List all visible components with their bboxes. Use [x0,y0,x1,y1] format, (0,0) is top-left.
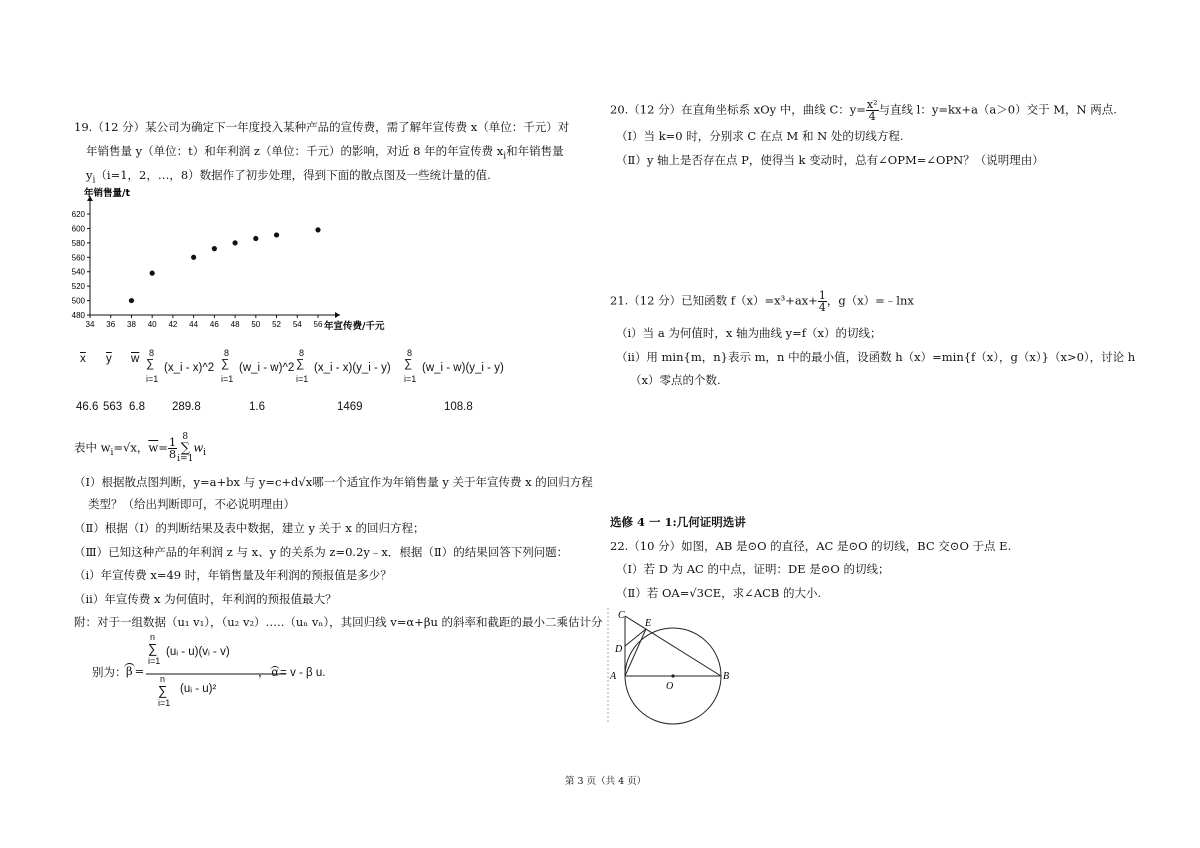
q22-line1: 22.（10 分）如图，AB 是⊙O 的直径，AC 是⊙O 的切线，BC 交⊙O 于点 E. [610,539,1012,553]
stat-value-sxy: 1469 [337,401,363,413]
y-tick-label: 520 [71,282,85,292]
stat-value-swy: 108.8 [444,401,473,413]
stat-value-wbar: 6.8 [129,401,145,413]
q19-part3-ii: （ii）年宣传费 x 为何值时，年利润的预报值最大？ [74,592,337,606]
q19-line3-a: y [86,168,93,182]
label-c: C [618,610,625,621]
x-tick-label: 40 [147,320,157,329]
y-tick-label: 620 [71,210,85,219]
q19-line3-b: （i=1，2，…，8）数据作了初步处理，得到下面的散点图及一些统计量的值. [95,168,491,182]
x-tick-label: 46 [209,320,219,329]
q22-figure [604,606,754,728]
data-point [129,298,134,303]
label-o: O [666,681,674,692]
segment-ea [625,629,646,676]
stat-value-ybar: 563 [103,401,123,413]
segment-cb [625,616,721,676]
stat-value-sxx: 289.8 [172,401,201,413]
q20-line1: 20.（12 分）在直角坐标系 xOy 中，曲线 C：y= $\frac{\text{x²}}{4}$ 与直线 l：y=kx+a（a＞0）交于 M，N 两点. [610,98,1117,123]
q21-line1: 21.（12 分）已知函数 f（x）=x³+ax+ $\frac{1}{4}$ ，g（x）=﹣lnx [610,289,914,314]
q19-part1-a: （Ⅰ）根据散点图判断，y=a+bx 与 y=c+d√x哪一个适宜作为年销售量 y 关于年宣传费 x 的回归方程 [74,475,593,489]
q20-part1: （Ⅰ）当 k=0 时，分别求 C 在点 M 和 N 处的切线方程. [616,129,904,143]
x-axis-arrow [335,312,340,318]
beta-hat: β = [126,664,145,678]
q21-part2-a: （ii）用 min{m，n}表示 m，n 中的最小值，设函数 h（x）=min{f（x），g（x）}（x>0），讨论 h [616,350,1136,364]
stat-header-wbar: $\overline{w}$ [131,353,140,365]
y-tick-label: 500 [71,296,85,306]
x-tick-label: 34 [85,320,95,329]
x-tick-label: 44 [189,320,199,329]
y-tick-label: 560 [71,253,85,263]
data-point [315,227,320,232]
label-e: E [645,618,652,629]
label-d: D [615,644,623,655]
x-tick-label: 36 [106,320,116,329]
q20-part2: （Ⅱ）y 轴上是否存在点 P，使得当 k 变动时，总有∠OPM=∠OPN？（说明理由） [616,153,1044,167]
q19-line2-sub: i [503,151,507,162]
x-tick-label: 52 [272,320,281,329]
data-point [191,255,196,260]
q21-part1: （i）当 a 为何值时，x 轴为曲线 y=f（x）的切线； [616,326,882,340]
sum-lower: i=1 [146,374,159,384]
x-tick-label: 38 [127,320,136,329]
x-tick-label: 48 [230,320,240,329]
y-tick-label: 600 [71,224,85,234]
x-tick-label: 50 [251,320,261,329]
label-b: B [723,671,730,682]
page-footer: 第 3 页（共 4 页） [565,776,647,787]
q19-appendix: 附：对于一组数据（u₁ v₁），（u₂ v₂）…..（uₙ vₙ），其回归线 v=α+βu 的斜率和截距的最小二乘估计分 [74,615,603,629]
formula-numerator: (uᵢ - u)(vᵢ - v) [166,646,230,658]
data-point [232,240,237,245]
formula-denominator: (uᵢ - u)² [180,683,217,695]
stat-value-xbar: 46.6 [76,401,99,413]
data-point [253,236,258,241]
q19-line2-b: 和年销售量 [506,144,564,158]
q19-part2: （Ⅱ）根据（Ⅰ）的判断结果及表中数据，建立 y 关于 x 的回归方程； [74,521,425,535]
label-a: A [610,671,617,682]
q19-line3-sub: i [92,175,96,186]
alpha-formula: ， α = v - β u. [258,667,326,679]
y-tick-label: 580 [71,238,85,248]
scatter-chart [60,186,400,346]
point-o [671,674,674,677]
sum-upper: 8 [149,348,155,358]
y-axis-title: 年销售量/t [84,188,131,199]
q22-part2: （Ⅱ）若 OA=√3CE，求∠ACB 的大小. [616,586,822,600]
x-tick-label: 56 [313,320,323,329]
elective-heading: 选修 4 一 1:几何证明选讲 [610,515,746,529]
q19-line1: 19.（12 分）某公司为确定下一年度投入某种产品的宣传费，需了解年宣传费 x（单位：千元）对 [74,120,570,134]
q19-line2-a: 年销售量 y（单位：t）和年利润 z（单位：千元）的影响，对近 8 年的年宣传费 x [86,144,504,158]
segment-de [625,629,646,646]
x-tick-label: 54 [292,320,302,329]
q19-line2 [86,143,564,161]
formula-label: 别为： [92,665,127,679]
stat-value-sww: 1.6 [249,401,265,413]
q19-note: 表中 $w_i=√x$，$\overline{w}=$ $\frac{1}{8}$ 8 ∑ i=1 $w_i$ [74,432,207,464]
stat-header-ybar: $\overline{y}$ [106,353,112,365]
x-axis-title: 年宣传费/千元 [324,321,385,332]
q19-part3-i: （i）年宣传费 x=49 时，年销售量及年利润的预报值是多少？ [74,568,392,582]
y-tick-label: 540 [71,267,85,277]
q21-part2-b: （x）零点的个数. [630,373,721,387]
stat-header-xbar: $\overline{x}$ [80,353,86,365]
q19-line3 [86,167,491,185]
data-point [274,232,279,237]
q19-part1-b: 类型？（给出判断即可，不必说明理由） [88,497,295,511]
x-tick-label: 42 [168,320,178,329]
data-point [212,246,217,251]
y-tick-label: 480 [71,311,85,320]
q19-part3: （Ⅲ）已知这种产品的年利润 z 与 x、y 的关系为 z=0.2y﹣x．根据（Ⅱ）的结果回答下列问题： [74,545,569,559]
data-point [150,271,155,276]
q22-part1: （Ⅰ）若 D 为 AC 的中点，证明：DE 是⊙O 的切线； [616,562,890,576]
